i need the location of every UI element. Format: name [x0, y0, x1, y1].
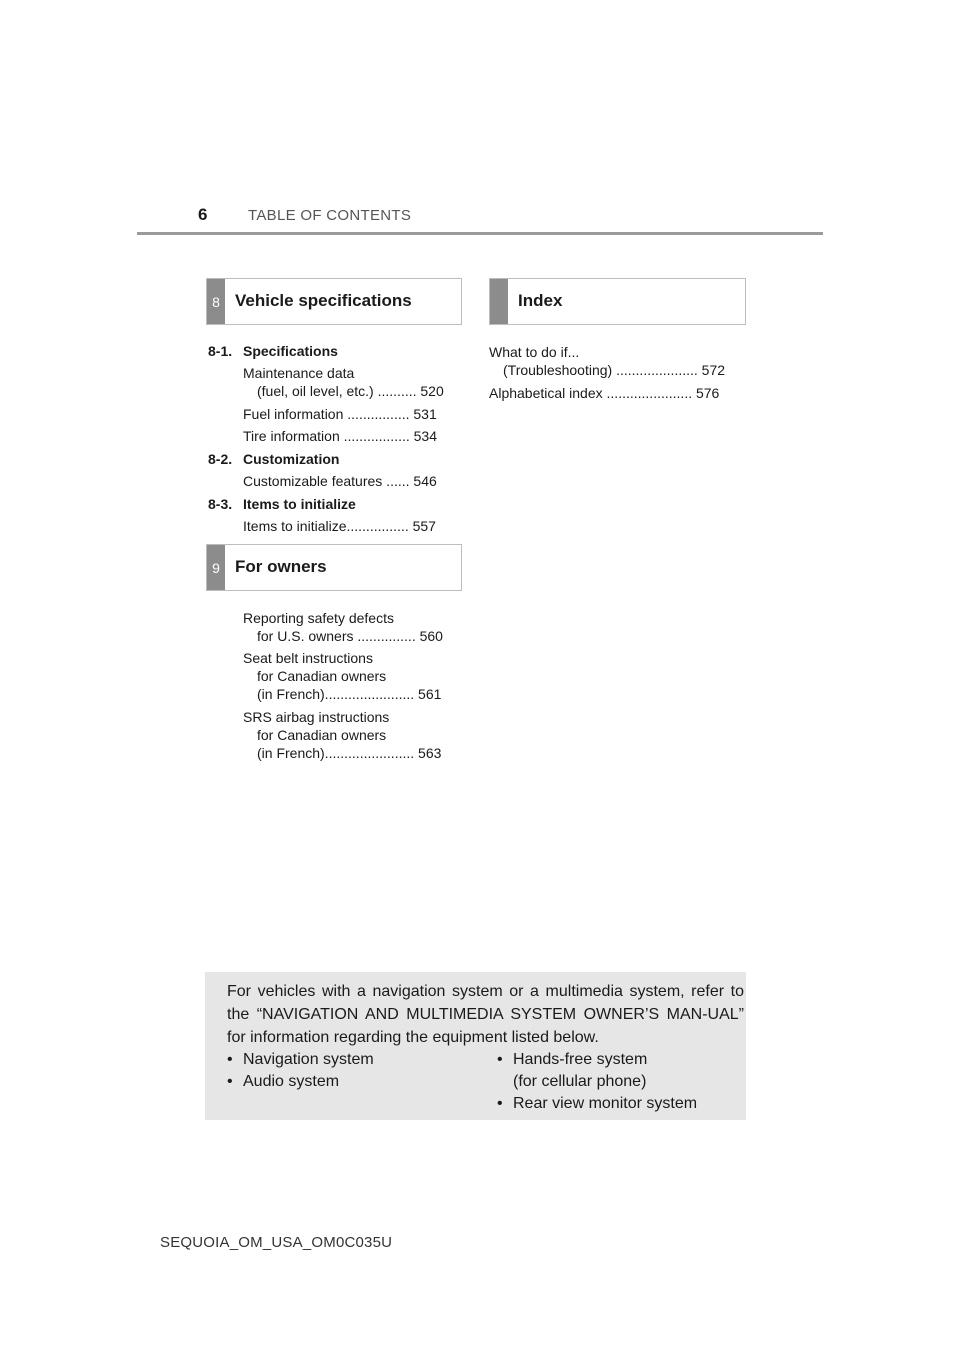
toc-entry-srs-airbag-instructions[interactable]	[243, 708, 441, 762]
toc-entry-line: (in French)....................... 561	[257, 686, 442, 702]
toc-group-heading: Items to initialize	[243, 496, 356, 512]
bullet-icon: •	[227, 1051, 233, 1068]
toc-entry-line: Customizable features ...... 546	[243, 473, 437, 489]
toc-group-heading: Customization	[243, 451, 340, 467]
index-tab	[490, 279, 508, 324]
toc-group-number: 8-3.	[208, 496, 233, 512]
toc-entry-line: Seat belt instructions	[243, 650, 373, 666]
toc-entry-line: Fuel information ................ 531	[243, 406, 437, 422]
page-number: 6	[198, 205, 208, 224]
header-divider	[137, 232, 823, 235]
toc-entry-line: Maintenance data	[243, 365, 355, 381]
navigation-info-box	[205, 972, 746, 1120]
list-item	[497, 1093, 697, 1115]
toc-entry-items-to-initialize[interactable]	[243, 517, 436, 535]
toc-entry-line: for U.S. owners ............... 560	[257, 628, 443, 644]
toc-entry-line: SRS airbag instructions	[243, 709, 390, 725]
toc-entry-alphabetical-index[interactable]	[489, 384, 719, 402]
toc-entry-line: Tire information ................. 534	[243, 428, 437, 444]
page-header-title: TABLE OF CONTENTS	[248, 207, 412, 224]
toc-entry-line: for Canadian owners	[257, 727, 387, 743]
list-item	[497, 1049, 647, 1093]
list-item	[227, 1071, 339, 1093]
info-box-text: For vehicles with a navigation system or a multimedia system, refer to the “NAVIGATION AND MULTIMEDIA SYSTEM OWNER’S MAN-UAL” for information regarding the equipment listed below.	[227, 983, 744, 1046]
list-item	[227, 1049, 374, 1071]
toc-entry-seat-belt-instructions[interactable]	[243, 649, 441, 703]
toc-entry-line: Items to initialize................ 557	[243, 518, 436, 534]
list-item-label: (for cellular phone)	[513, 1073, 647, 1090]
section-9-title: For owners	[235, 557, 327, 576]
list-item-label: Rear view monitor system	[513, 1095, 698, 1112]
toc-entry-maintenance-data[interactable]	[243, 364, 444, 400]
section-8-tab: 8	[207, 279, 225, 324]
toc-group-number: 8-2.	[208, 451, 233, 467]
toc-entry-tire-information[interactable]	[243, 427, 437, 445]
section-9-header	[206, 544, 462, 591]
toc-group-number: 8-1.	[208, 343, 233, 359]
document-code: SEQUOIA_OM_USA_OM0C035U	[160, 1234, 393, 1251]
toc-entry-line: What to do if...	[489, 344, 580, 360]
toc-entry-fuel-information[interactable]	[243, 405, 437, 423]
toc-entry-line: Reporting safety defects	[243, 610, 394, 626]
toc-entry-line: (fuel, oil level, etc.) .......... 520	[257, 383, 444, 399]
bullet-icon: •	[227, 1073, 233, 1090]
list-item-label: Hands-free system	[513, 1051, 648, 1068]
toc-entry-reporting-safety-defects[interactable]	[243, 609, 443, 645]
toc-entry-line: (Troubleshooting) ..................... 572	[503, 362, 726, 378]
toc-entry-line: for Canadian owners	[257, 668, 387, 684]
section-8-title: Vehicle specifications	[235, 291, 412, 310]
index-title: Index	[518, 291, 563, 310]
bullet-icon: •	[497, 1051, 503, 1068]
toc-group-heading: Specifications	[243, 343, 338, 359]
section-8-header	[206, 278, 462, 325]
index-section-header	[489, 278, 746, 325]
toc-entry-line: Alphabetical index ...................... 576	[489, 385, 720, 401]
section-9-tab: 9	[207, 545, 225, 590]
toc-entry-troubleshooting[interactable]	[489, 343, 725, 379]
list-item-label: Audio system	[243, 1073, 340, 1090]
list-item-label: Navigation system	[243, 1051, 374, 1068]
bullet-icon: •	[497, 1095, 503, 1112]
toc-entry-line: (in French)....................... 563	[257, 745, 442, 761]
toc-entry-customizable-features[interactable]	[243, 472, 437, 490]
